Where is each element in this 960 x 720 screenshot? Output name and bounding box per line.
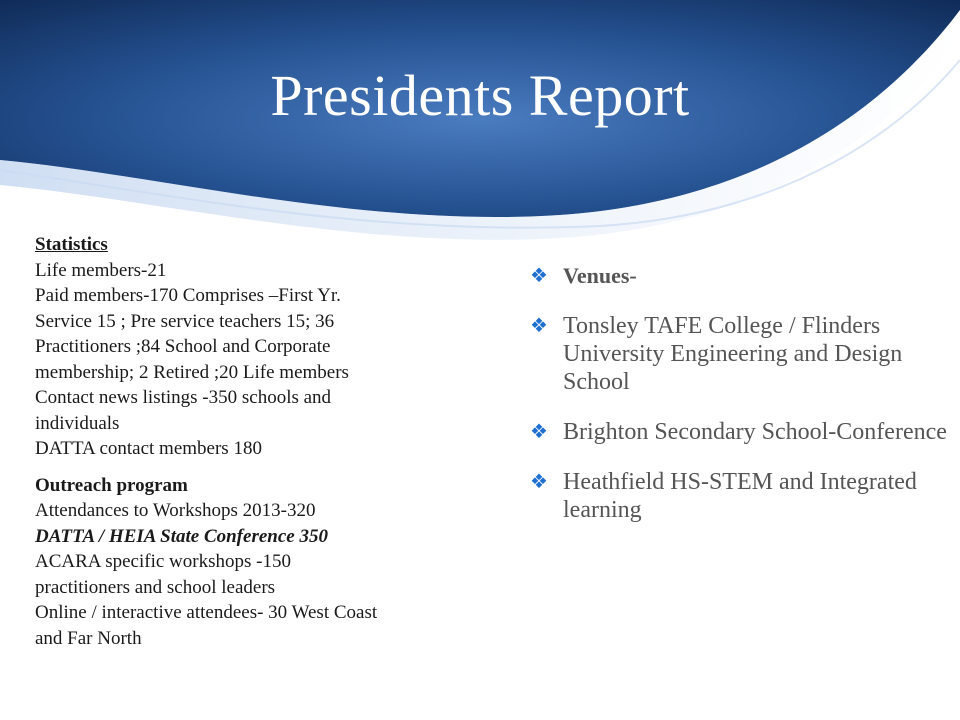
slide-title: Presidents Report <box>270 63 690 128</box>
outreach-heading: Outreach program <box>35 474 188 496</box>
venue-item <box>530 312 950 396</box>
venues-list <box>530 262 950 546</box>
statistics-line: membership; 2 Retired ;20 Life members <box>35 361 349 383</box>
venue-item <box>530 262 950 290</box>
outreach-line: Online / interactive attendees- 30 West Coast <box>35 602 378 623</box>
fleur-bullet-icon: ❖ <box>530 315 548 337</box>
venue-text: Tonsley TAFE College / Flinders University Engineering and Design School <box>563 313 903 395</box>
statistics-line: Practitioners ;84 School and Corporate <box>35 336 331 357</box>
statistics-line: Life members-21 <box>35 259 167 281</box>
fleur-bullet-icon: ❖ <box>530 421 548 443</box>
venue-text: Venues- <box>563 263 637 288</box>
title-banner <box>0 0 960 260</box>
statistics-panel <box>35 232 505 651</box>
statistics-line: DATTA contact members 180 <box>35 438 262 459</box>
statistics-line: Contact news listings -350 schools and <box>35 387 332 408</box>
statistics-line: Service 15 ; Pre service teachers 15; 36 <box>35 310 335 332</box>
conference-line: DATTA / HEIA State Conference 350 <box>35 525 328 547</box>
statistics-heading: Statistics <box>35 234 108 255</box>
venue-item <box>530 418 950 446</box>
fleur-bullet-icon: ❖ <box>530 265 548 287</box>
venue-text: Brighton Secondary School-Conference <box>563 419 947 445</box>
outreach-line: ACARA specific workshops -150 <box>35 551 291 572</box>
statistics-line: individuals <box>35 412 120 434</box>
outreach-line: practitioners and school leaders <box>35 576 276 598</box>
outreach-line: Attendances to Workshops 2013-320 <box>35 500 316 521</box>
statistics-line: Paid members-170 Comprises –First Yr. <box>35 285 341 306</box>
fleur-bullet-icon: ❖ <box>530 471 548 493</box>
venue-text: Heathfield HS-STEM and Integrated learning <box>563 469 917 523</box>
section-gap <box>35 462 505 473</box>
venue-item <box>530 468 950 524</box>
outreach-line: and Far North <box>35 627 142 649</box>
